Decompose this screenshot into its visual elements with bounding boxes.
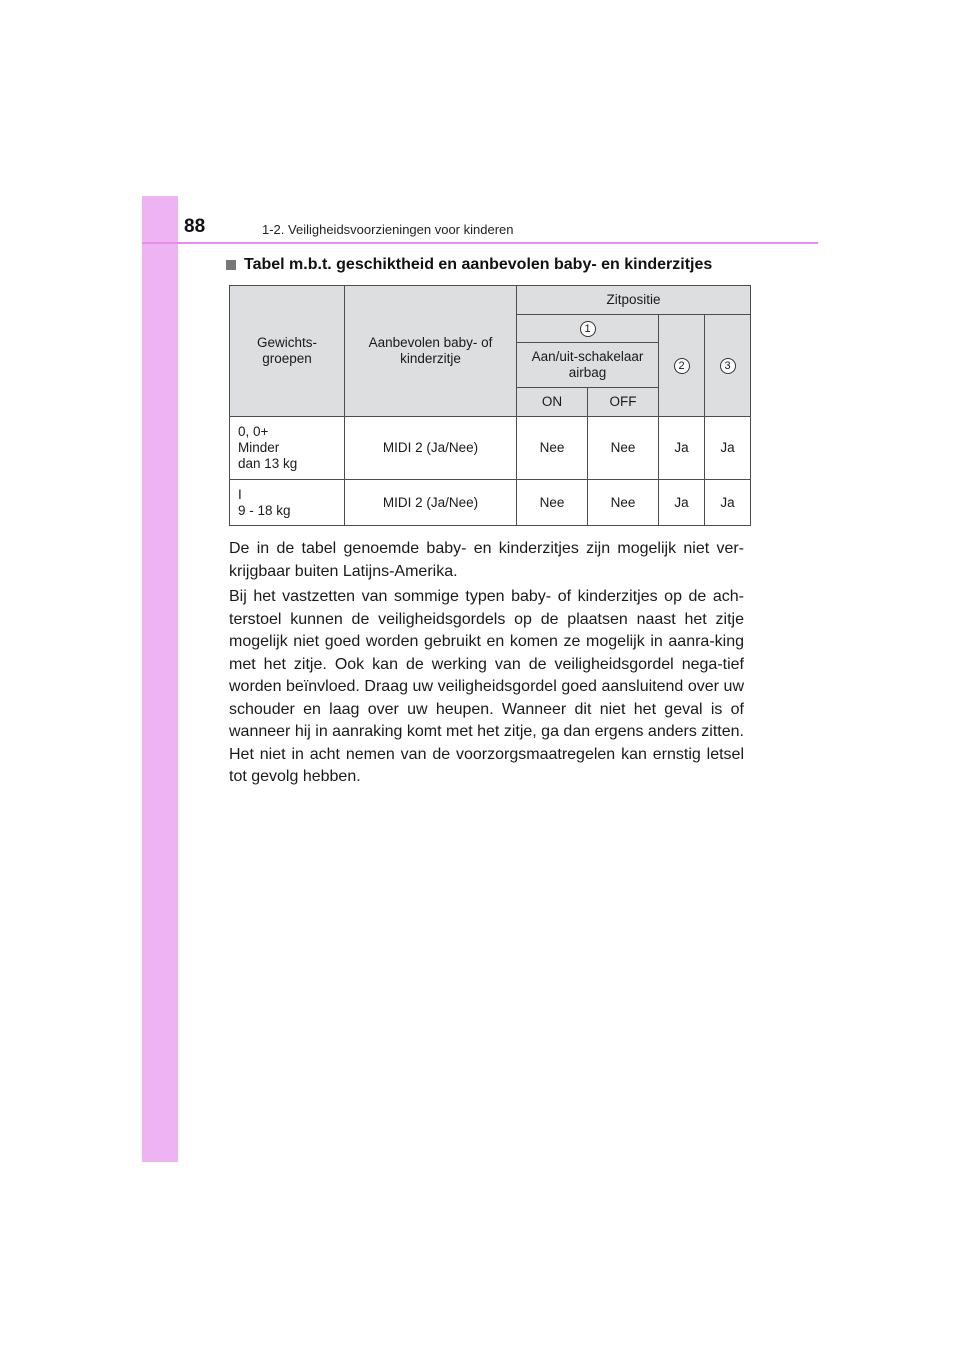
position-1-on-cell: Nee: [517, 417, 588, 480]
header-position-1: [517, 315, 659, 343]
availability-note: De in de tabel genoemde baby- en kinderzitjes zijn mogelijk niet ver-krijgbaar buiten Latijns-Amerika.: [229, 540, 744, 580]
position-3-icon: 3: [720, 358, 736, 374]
position-2-cell: Ja: [659, 417, 705, 480]
position-2-cell: Ja: [659, 480, 705, 526]
weight-group-cell: I 9 - 18 kg: [230, 480, 345, 526]
header-airbag-switch: Aan/uit-schakelaar airbag: [517, 343, 659, 388]
position-1-off-cell: Nee: [588, 417, 659, 480]
recommended-seat-cell: MIDI 2 (Ja/Nee): [345, 417, 517, 480]
square-bullet-icon: [226, 260, 236, 270]
table-row: [230, 417, 751, 480]
table-row: [230, 480, 751, 526]
chapter-title: 1-2. Veiligheidsvoorzieningen voor kinderen: [262, 222, 514, 237]
header-recommended-seats: Aanbevolen baby- of kinderzitje: [345, 286, 517, 417]
section-heading: [226, 256, 712, 274]
header-position-2: [659, 315, 705, 417]
header-seat-position: Zitpositie: [517, 286, 751, 315]
recommended-seat-cell: MIDI 2 (Ja/Nee): [345, 480, 517, 526]
chapter-sidebar-tab: [142, 196, 178, 1162]
position-3-cell: Ja: [705, 480, 751, 526]
header-rule: [142, 242, 818, 244]
seatbelt-caution: Bij het vastzetten van sommige typen baby- of kinderzitjes op de ach-terstoel kunnen de veiligheidsgordels op de plaatsen naast het zitje mogelijk niet goed worden gebruikt en komen ze mogelijk in aanra-king met het zitje. Ook kan de werking van de veiligheidsgordel nega-tief worden beïnvloed. Draag uw veiligheidsgordel goed aansluitend over uw schouder en laag over uw heupen. Wanneer dit niet het geval is of wanneer hij in aanraking komt met het zitje, ga dan ergens anders zitten. Het niet in acht nemen van de voorzorgsmaatregelen kan ernstig letsel tot gevolg hebben.: [229, 588, 744, 785]
position-1-icon: 1: [580, 321, 596, 337]
header-position-3: [705, 315, 751, 417]
position-1-off-cell: Nee: [588, 480, 659, 526]
page-number: 88: [184, 216, 206, 237]
seat-compatibility-table: [229, 285, 751, 526]
weight-group-cell: 0, 0+ Minder dan 13 kg: [230, 417, 345, 480]
position-3-cell: Ja: [705, 417, 751, 480]
section-heading-text: Tabel m.b.t. geschiktheid en aanbevolen baby- en kinderzitjes: [244, 256, 713, 273]
header-on: ON: [517, 388, 588, 417]
position-2-icon: 2: [674, 358, 690, 374]
header-off: OFF: [588, 388, 659, 417]
header-weight-groups: Gewichts-groepen: [230, 286, 345, 417]
position-1-on-cell: Nee: [517, 480, 588, 526]
